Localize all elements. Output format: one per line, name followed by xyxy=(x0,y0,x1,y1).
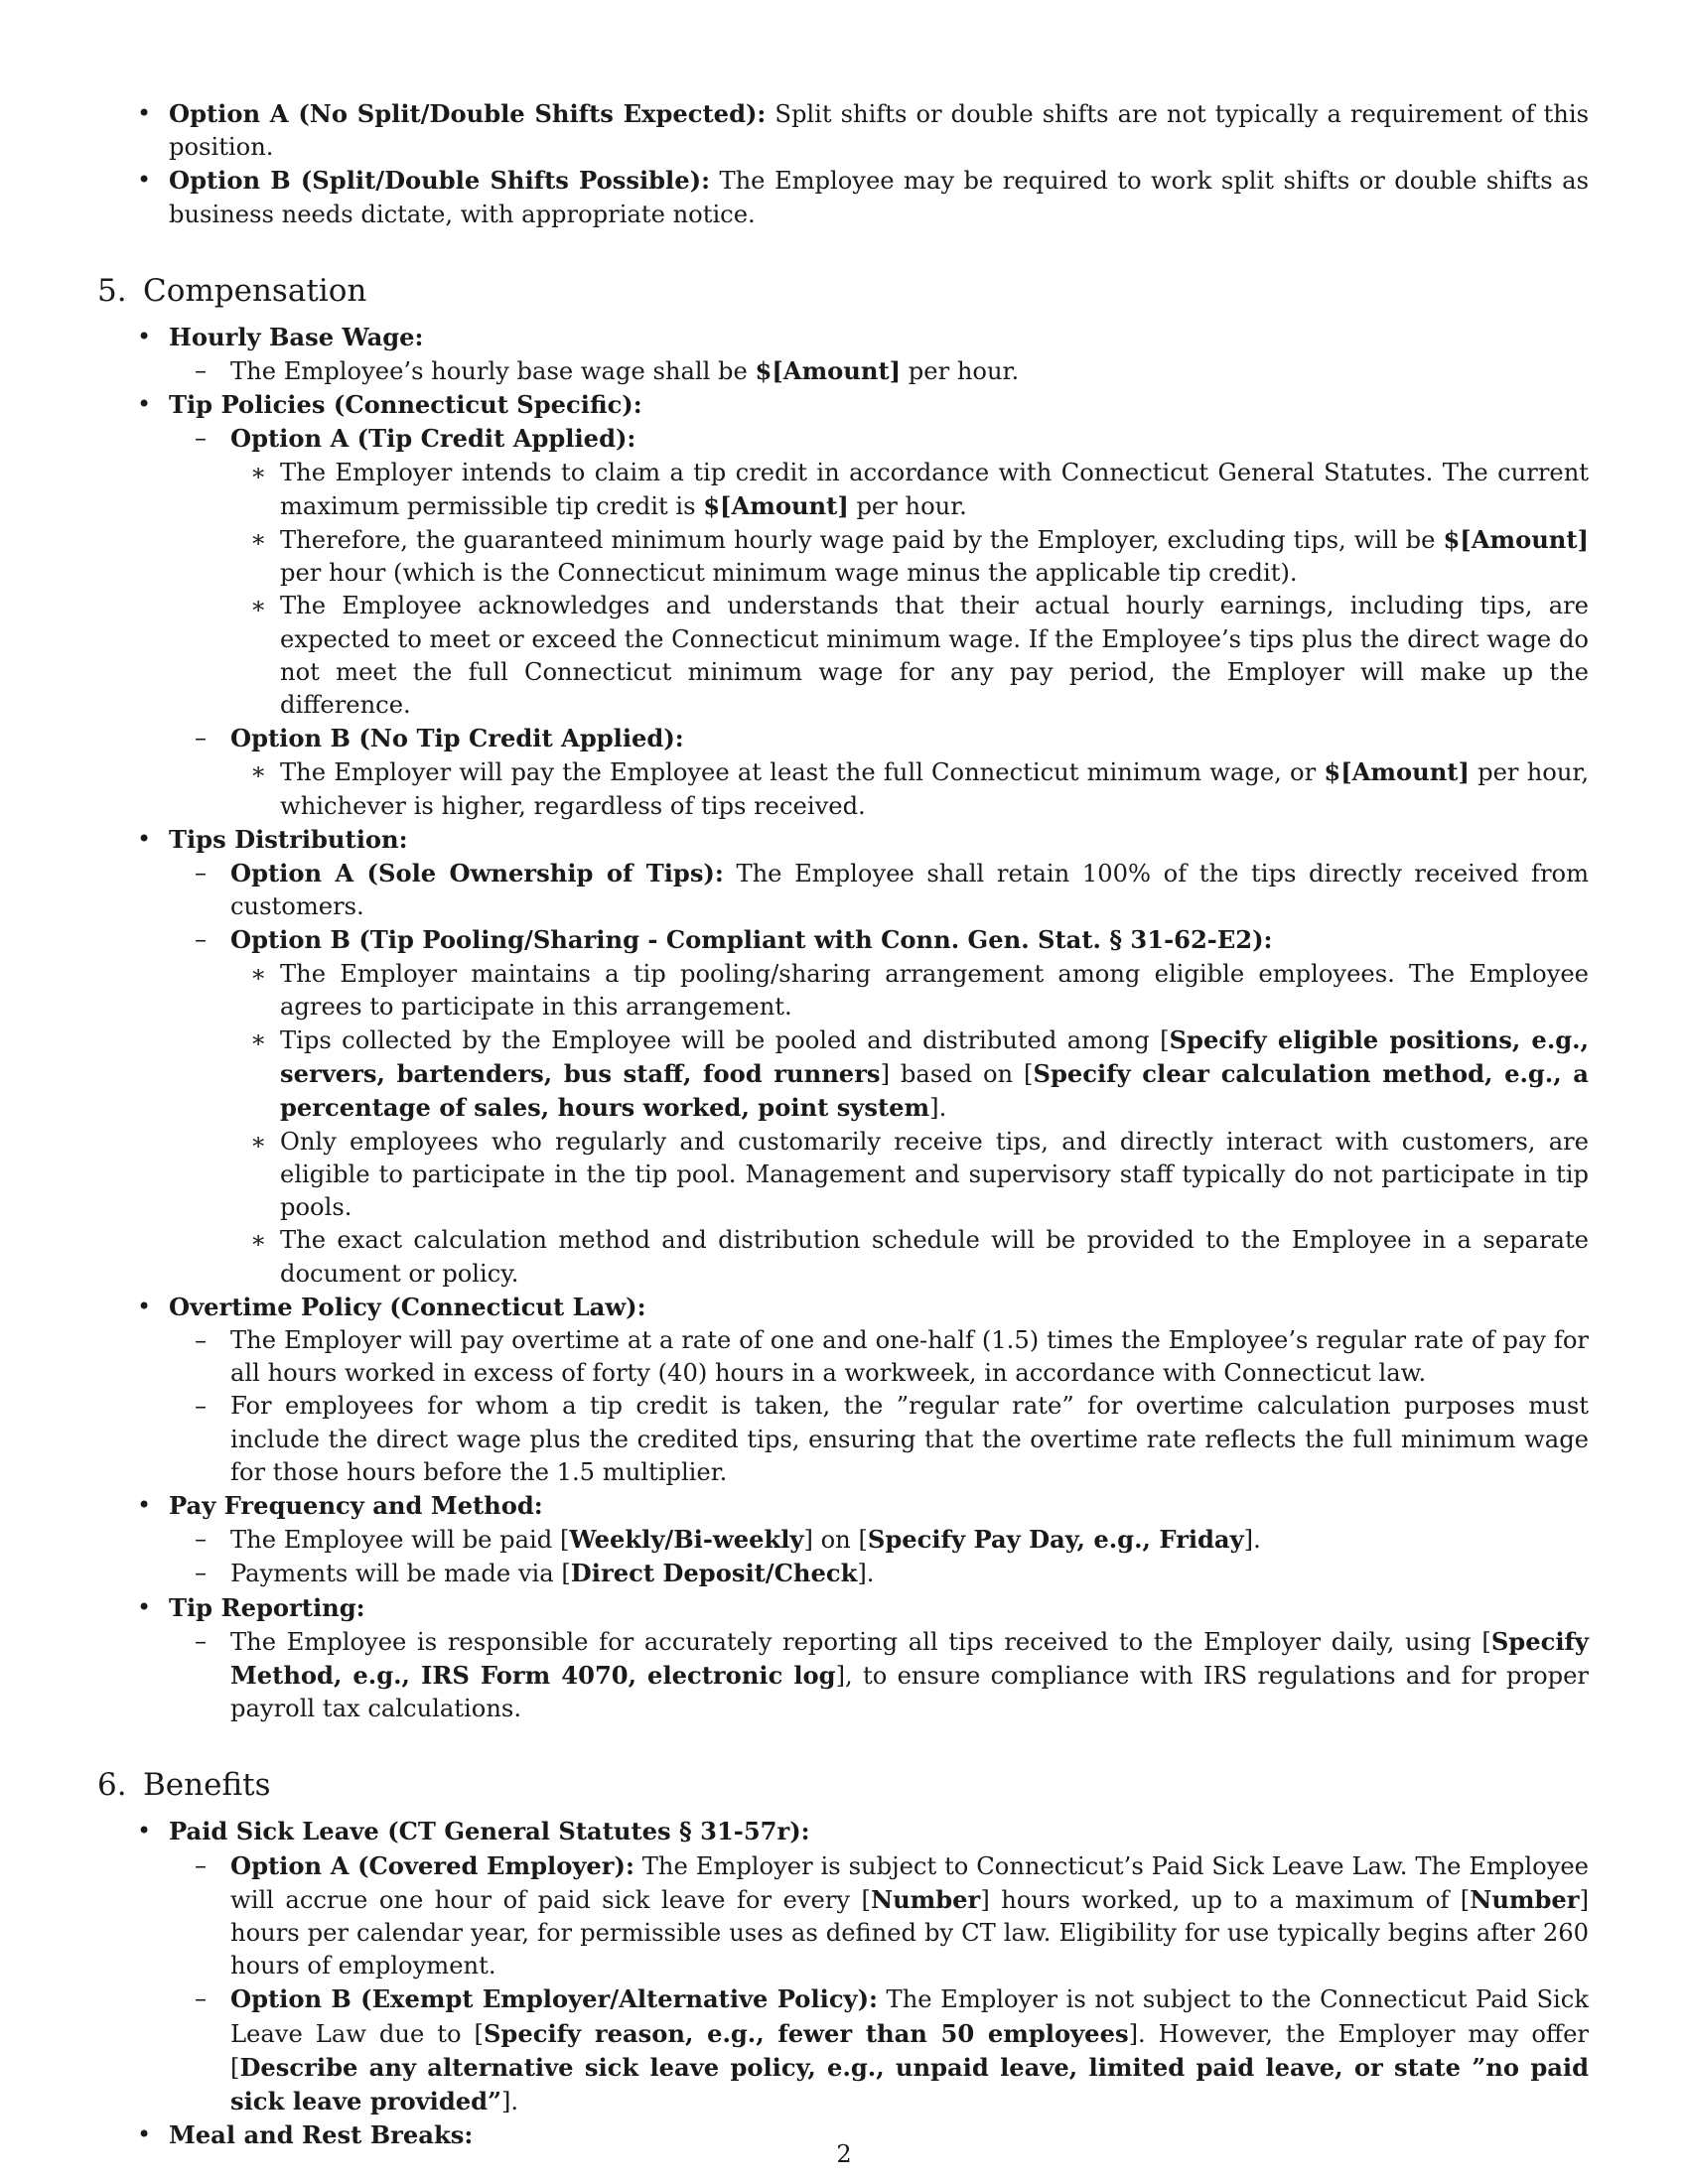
dash-icon: – xyxy=(195,724,207,752)
asterisk-icon: ∗ xyxy=(250,525,267,554)
list-item: • Tip Policies (Connecticut Specific): xyxy=(97,388,1589,422)
asterisk-icon: ∗ xyxy=(250,1127,267,1156)
page-number: 2 xyxy=(836,2140,852,2168)
asterisk-icon: ∗ xyxy=(250,757,267,786)
list-item: ∗ Only employees who regularly and customarily receive tips, and directly interact with customers, are eligible to participate in the tip pool. Management and supervisory staff typically do not participate in tip pools. xyxy=(250,1127,1589,1222)
list-item: – Payments will be made via [Direct Deposit/Check]. xyxy=(97,1557,1589,1590)
dash-icon: – xyxy=(195,1525,207,1554)
dash-icon: – xyxy=(195,1325,207,1354)
list-item: ∗ The exact calculation method and distribution schedule will be provided to the Employee in a separate document or policy. xyxy=(250,1226,1589,1288)
list-item: ∗ The Employer intends to claim a tip credit in accordance with Connecticut General Statutes. The current maximum permissible tip credit is $[Amount] per hour. xyxy=(250,458,1589,520)
list-item: – The Employee is responsible for accurately reporting all tips received to the Employer daily, using [Specify Method, e.g., IRS Form 4070, electronic log], to ensure compliance with IRS regulations and for proper payroll tax calculations. xyxy=(195,1626,1589,1723)
dash-icon: – xyxy=(195,1392,207,1421)
list-item: • Tip Reporting: xyxy=(97,1591,1589,1625)
list-item: ∗ The Employer maintains a tip pooling/sharing arrangement among eligible employees. The Employee agrees to participate in this arrangement. xyxy=(250,959,1589,1021)
dash-icon: – xyxy=(195,925,207,954)
bullet-icon: • xyxy=(137,166,152,195)
dash-icon: – xyxy=(195,424,207,453)
list-item: ∗ The Employer will pay the Employee at least the full Connecticut minimum wage, or $[Amount] per hour, whichever is higher, regardless of tips received. xyxy=(250,757,1590,820)
list-item: • Meal and Rest Breaks: xyxy=(97,2118,1589,2152)
list-item: • Tips Distribution: xyxy=(97,823,1589,857)
dash-icon: – xyxy=(195,1626,207,1655)
dash-icon: – xyxy=(195,1850,207,1879)
document-page xyxy=(97,97,1589,2152)
dash-icon: – xyxy=(195,1984,207,2013)
list-item: • Paid Sick Leave (CT General Statutes § 31-57r): xyxy=(97,1815,1589,1848)
bullet-icon: • xyxy=(137,322,152,350)
list-item: – Option B (Tip Pooling/Sharing - Compliant with Conn. Gen. Stat. § 31-62-E2): xyxy=(97,923,1589,957)
list-item: • Pay Frequency and Method: xyxy=(97,1489,1589,1523)
asterisk-icon: ∗ xyxy=(250,1025,267,1054)
section-heading-compensation: 5. Compensation xyxy=(97,272,367,309)
list-item: – The Employee’s hourly base wage shall be $[Amount] per hour. xyxy=(97,354,1589,388)
bullet-icon: • xyxy=(137,99,152,127)
list-item: ∗ Tips collected by the Employee will be pooled and distributed among [Specify eligible positions, e.g., servers, bartenders, bus staff, food runners] based on [Specify clear calculation method, e.g., a percentage of sales, hours worked, point system]. xyxy=(250,1025,1589,1123)
list-item: • Option A (No Split/Double Shifts Expected): Split shifts or double shifts are not typically a requirement of this position. xyxy=(137,99,1590,162)
asterisk-icon: ∗ xyxy=(250,1226,267,1255)
list-item: – Option A (Covered Employer): The Employer is subject to Connecticut’s Paid Sick Leave Law. The Employee will accrue one hour of paid sick leave for every [Number] hours worked, up to a maximum of [Number] hours per calendar year, for permissible uses as defined by CT law. Eligibility for use typically begins after 260 hours of employment. xyxy=(195,1850,1589,1980)
bullet-icon: • xyxy=(137,1292,152,1320)
section-heading-benefits: 6. Benefits xyxy=(97,1767,271,1804)
list-item: – Option A (Sole Ownership of Tips): The Employee shall retain 100% of the tips directly received from customers. xyxy=(195,859,1590,921)
list-item: ∗ The Employee acknowledges and understands that their actual hourly earnings, including tips, are expected to meet or exceed the Connecticut minimum wage. If the Employee’s tips plus the direct wage do not meet the full Connecticut minimum wage for any pay period, the Employer will make up the difference. xyxy=(250,592,1589,720)
bullet-icon: • xyxy=(137,1490,152,1519)
list-item: • Hourly Base Wage: xyxy=(97,321,1589,354)
asterisk-icon: ∗ xyxy=(250,458,267,486)
list-item: ∗ Therefore, the guaranteed minimum hourly wage paid by the Employer, excluding tips, will be $[Amount] per hour (which is the Connecticut minimum wage minus the applicable tip credit). xyxy=(250,525,1589,588)
list-item: – Option B (No Tip Credit Applied): xyxy=(97,722,1589,755)
bullet-icon: • xyxy=(137,1817,152,1845)
bullet-icon: • xyxy=(137,390,152,419)
dash-icon: – xyxy=(195,859,207,887)
list-item: • Option B (Split/Double Shifts Possible): The Employee may be required to work split shifts or double shifts as business needs dictate, with appropriate notice. xyxy=(137,166,1589,228)
bullet-icon: • xyxy=(137,1592,152,1621)
list-item: • Overtime Policy (Connecticut Law): xyxy=(97,1291,1589,1324)
dash-icon: – xyxy=(195,1559,207,1587)
list-item: – The Employee will be paid [Weekly/Bi-weekly] on [Specify Pay Day, e.g., Friday]. xyxy=(97,1523,1589,1557)
asterisk-icon: ∗ xyxy=(250,959,267,988)
list-item: – The Employer will pay overtime at a rate of one and one-half (1.5) times the Employee’s regular rate of pay for all hours worked in excess of forty (40) hours in a workweek, in accordance with Connecticut law. xyxy=(195,1325,1589,1388)
bullet-icon: • xyxy=(137,2120,152,2149)
list-item: – Option A (Tip Credit Applied): xyxy=(97,422,1589,456)
dash-icon: – xyxy=(195,356,207,385)
bullet-icon: • xyxy=(137,824,152,853)
list-item: – For employees for whom a tip credit is taken, the ”regular rate” for overtime calculation purposes must include the direct wage plus the credited tips, ensuring that the overtime rate reflects the full minimum wage for those hours before the 1.5 multiplier. xyxy=(195,1392,1589,1486)
list-item: – Option B (Exempt Employer/Alternative Policy): The Employer is not subject to the Connecticut Paid Sick Leave Law due to [Specify reason, e.g., fewer than 50 employees]. However, the Employer may offer [Describe any alternative sick leave policy, e.g., unpaid leave, limited paid leave, or state ”no paid sick leave provided”]. xyxy=(195,1984,1589,2116)
asterisk-icon: ∗ xyxy=(250,592,267,620)
